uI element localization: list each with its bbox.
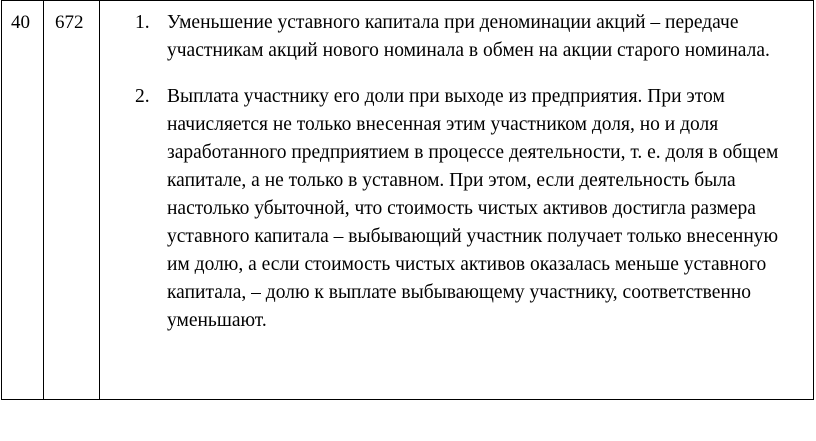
row-number: 40 xyxy=(11,12,30,33)
row-number-cell xyxy=(2,1,44,400)
list-item-text: Выплата участнику его доли при выходе из предприятия. При этом начисляется не только внесенная этим участником доля, но и доля заработанного предприятием в процессе деятельности, т. е. доля в общем капитале, а не только в уставном. При этом, если деятельность была настолько убыточной, что стоимость чистых активов достигла размера уставного капитала – выбывающий участник получает только внесенную им долю, а если стоимость чистых активов оказалась меньше уставного капитала, – долю к выплате выбывающему участнику, соответственно уменьшают. xyxy=(167,86,779,331)
description-list xyxy=(100,9,799,335)
list-item-text: Уменьшение уставного капитала при деноминации акций – передаче участникам акций нового номинала в обмен на акции старого номинала. xyxy=(167,12,770,61)
document-table xyxy=(1,0,814,400)
list-item xyxy=(100,9,799,65)
list-item xyxy=(100,83,799,335)
list-item-marker: 2. xyxy=(135,86,150,107)
description-cell xyxy=(100,1,814,400)
account-code: 672 xyxy=(55,12,84,33)
account-code-cell xyxy=(44,1,100,400)
list-item-marker: 1. xyxy=(135,12,150,33)
table-row xyxy=(2,1,814,400)
